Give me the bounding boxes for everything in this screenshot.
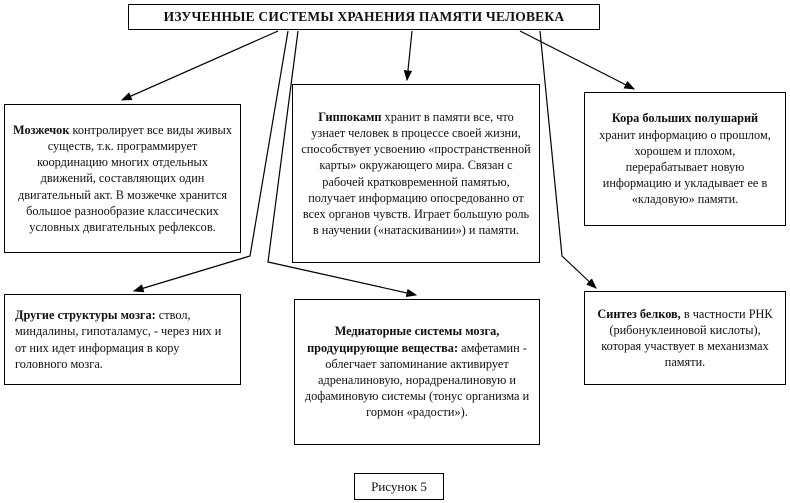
mediator-systems-rest: амфетамин - облегчает запоминание активирует адреналиновую, норадреналиновую и дофаминовую системы (тонус организма и гормон «радости»). [304, 340, 530, 420]
figure-caption: Рисунок 5 [371, 478, 427, 494]
arrow-to-cerebellum-icon [122, 31, 278, 100]
hippocampus-rest: хранит в памяти все, что узнает человек в процессе своей жизни, способствует усвоению «пространственной карты» окружающего мира. Связан с рабочей кратковременной памятью, получает информацию опосредованно от всех органов чувств. Играет большую роль в научении («натаскивании») и памяти. [301, 109, 531, 238]
protein-synthesis-lead: Синтез белков, [597, 306, 681, 321]
arrow-to-cortex-icon [520, 31, 634, 89]
cerebellum-rest: контролирует все виды живых существ, т.к. программирует координацию многих отдельных движений, составляющих один двигательный акт. В мозжечке хранится большое разнообразие классических условных двигательных рефлексов. [17, 122, 232, 235]
other-structures-box [4, 294, 241, 385]
cortex-box [584, 92, 786, 226]
mediator-systems-lead: Медиаторные системы мозга, продуцирующие вещества: [307, 324, 500, 355]
figure-caption-box [354, 473, 444, 500]
cortex-rest: хранит информацию о прошлом, хорошем и плохом, перерабатывает новую информацию и укладывает ее в «кладовую» памяти. [599, 127, 771, 207]
mediator-systems-text [295, 319, 539, 424]
hippocampus-box [292, 84, 540, 263]
protein-synthesis-text [585, 302, 785, 375]
other-structures-lead: Другие структуры мозга: [15, 308, 156, 323]
protein-synthesis-rest: в частности РНК (рибонуклеиновой кислоты), которая участвует в механизмах памяти. [601, 306, 773, 370]
diagram-title: ИЗУЧЕННЫЕ СИСТЕМЫ ХРАНЕНИЯ ПАМЯТИ ЧЕЛОВЕКА [163, 9, 565, 25]
cerebellum-text [5, 118, 240, 240]
mediator-systems-box [294, 299, 540, 445]
diagram-title-box [128, 4, 600, 30]
arrow-to-hippocampus-icon [407, 31, 412, 80]
cortex-lead: Кора больших полушарий [611, 111, 759, 126]
cortex-text [585, 106, 785, 211]
protein-synthesis-box [584, 291, 786, 385]
hippocampus-text [293, 105, 539, 243]
cerebellum-lead: Мозжечок [13, 122, 70, 137]
cerebellum-box [4, 104, 241, 253]
other-structures-text [5, 303, 240, 376]
other-structures-rest: ствол, миндалины, гипоталамус, - через них и от них идет информация в кору головного мозга. [15, 308, 222, 371]
hippocampus-lead: Гиппокамп [318, 109, 382, 124]
